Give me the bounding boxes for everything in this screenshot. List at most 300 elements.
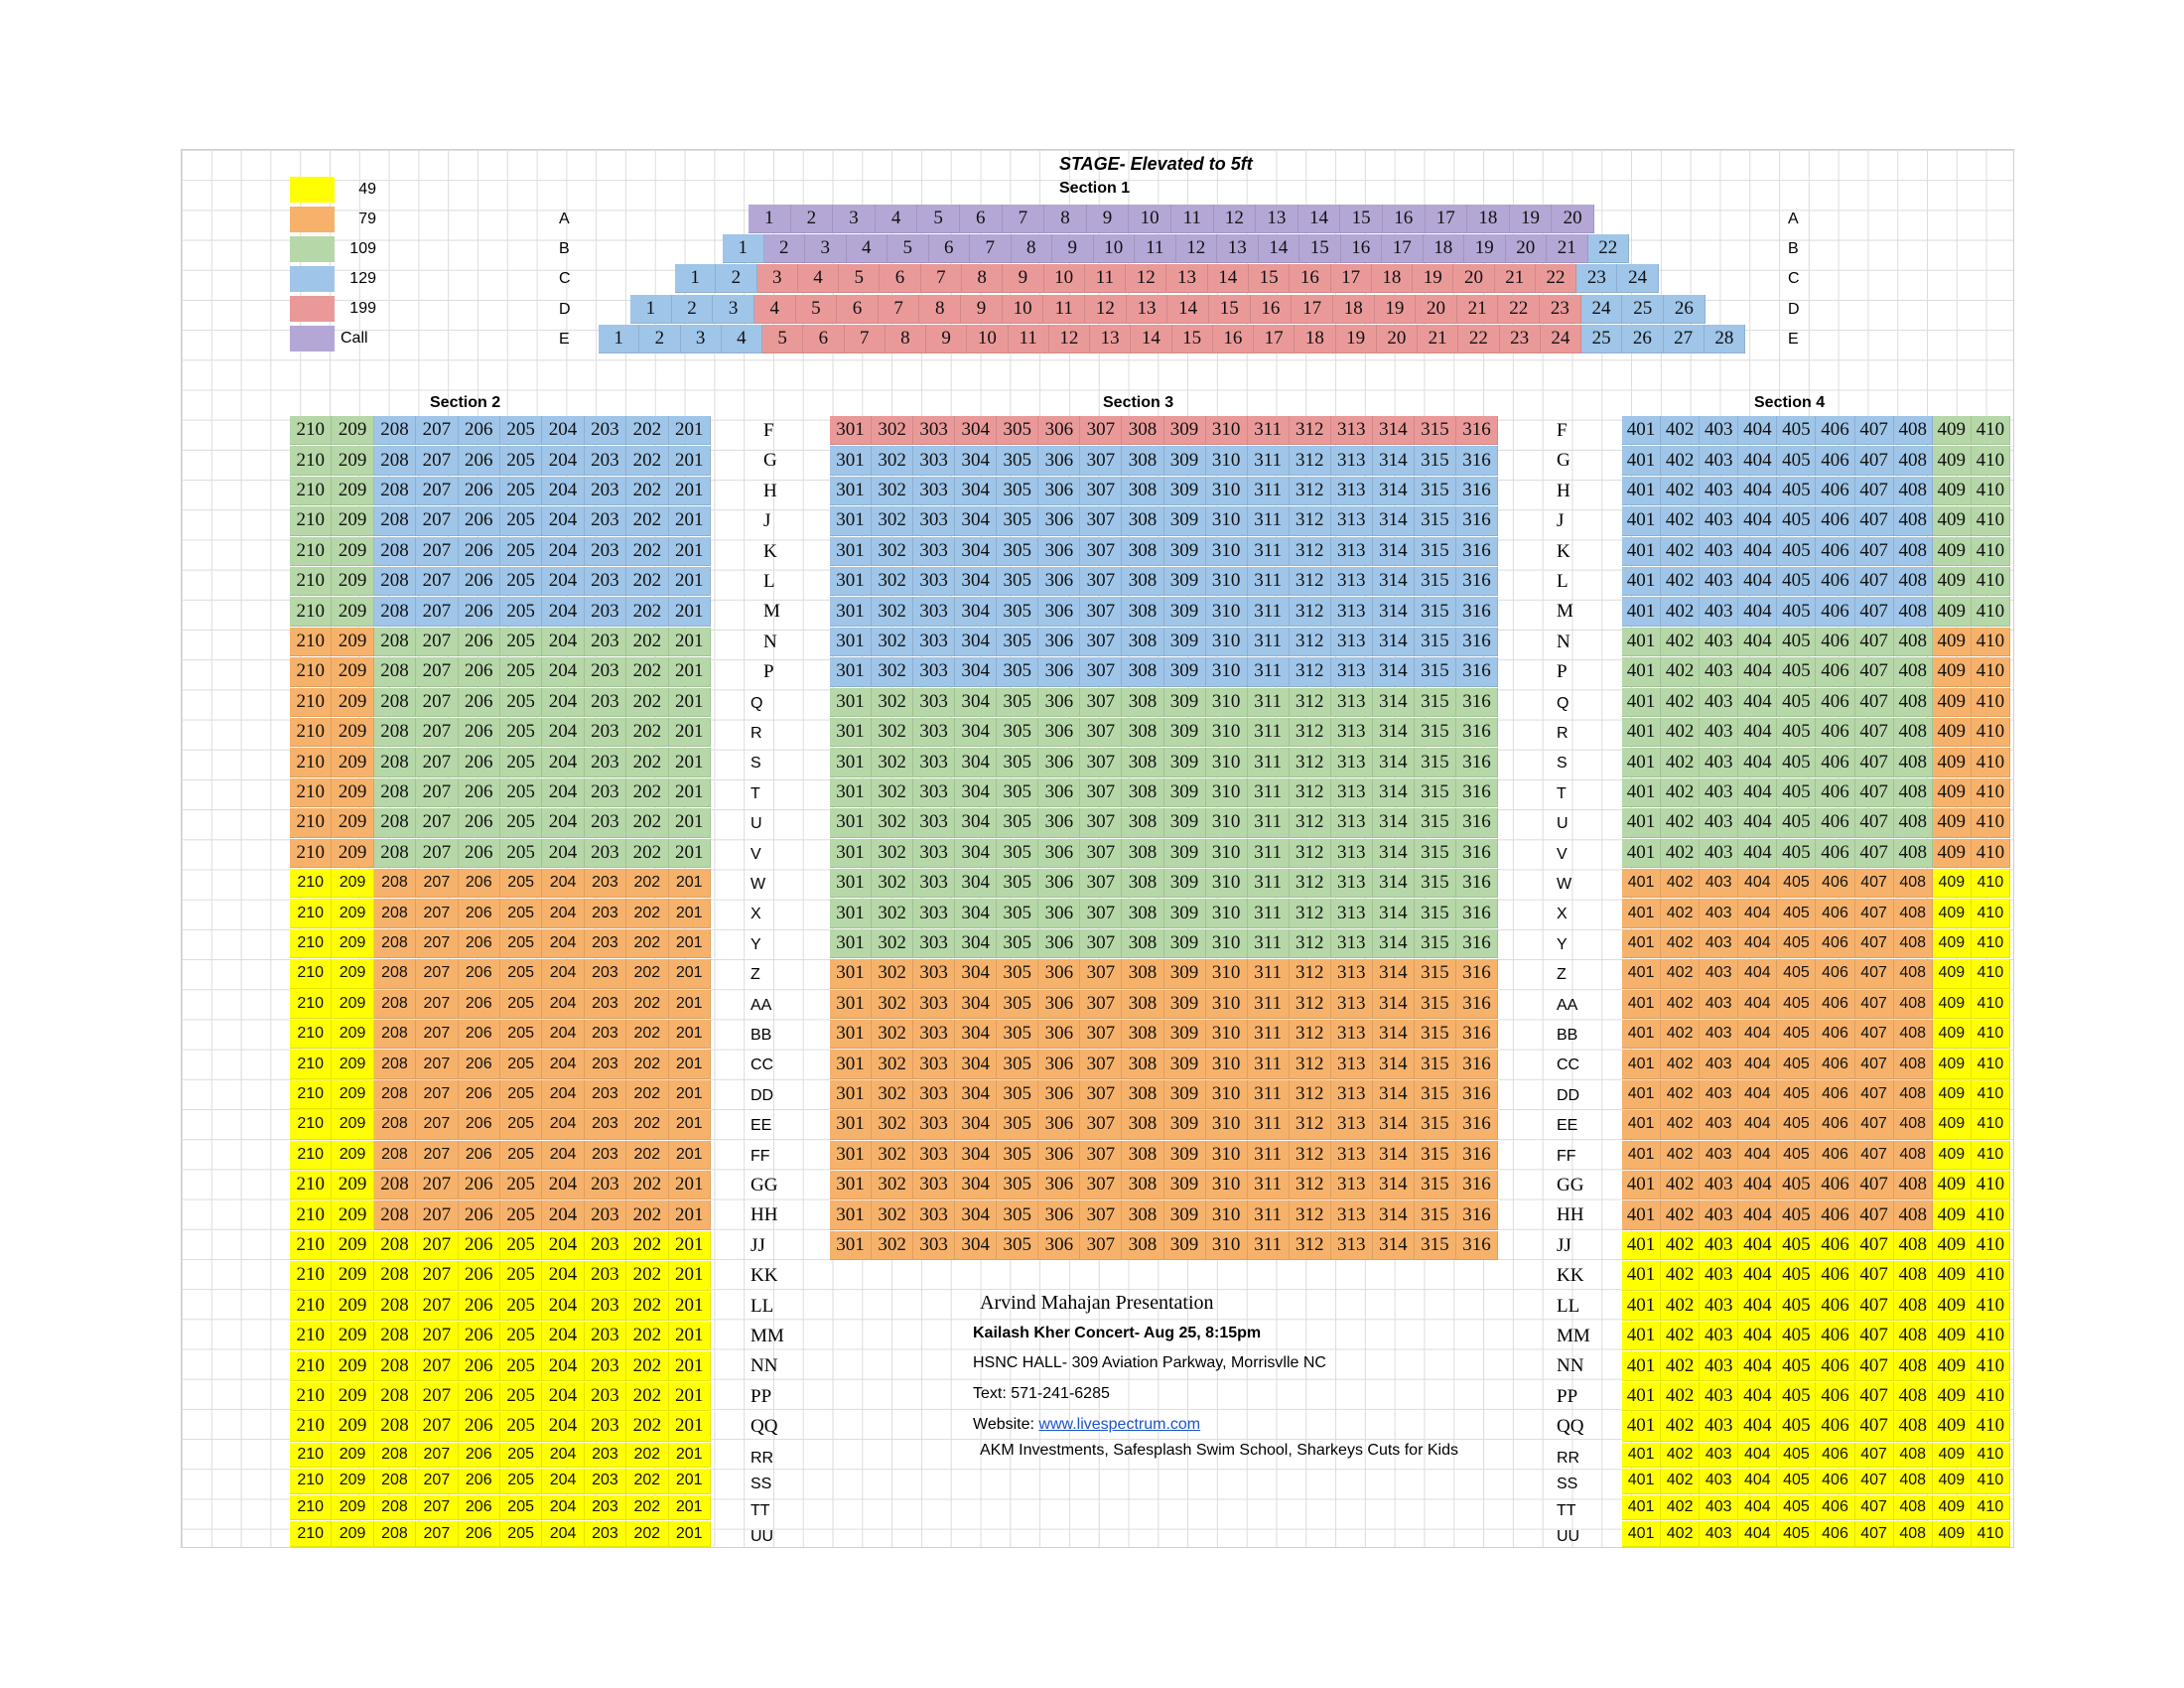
seat[interactable]: 202 xyxy=(626,748,668,776)
seat[interactable]: 204 xyxy=(542,1469,584,1494)
seat[interactable]: 410 xyxy=(1972,688,2010,717)
seat[interactable]: 314 xyxy=(1373,990,1415,1019)
seat[interactable]: 201 xyxy=(669,1495,711,1521)
seat[interactable]: 206 xyxy=(459,628,500,656)
seat[interactable]: 22 xyxy=(1458,325,1499,353)
seat[interactable]: 303 xyxy=(913,929,955,958)
seat[interactable]: 5 xyxy=(839,264,880,293)
seat[interactable]: 301 xyxy=(830,899,872,927)
seat[interactable]: 315 xyxy=(1415,959,1456,988)
seat[interactable]: 304 xyxy=(955,1080,997,1109)
seat[interactable]: 404 xyxy=(1738,959,1777,988)
seat[interactable]: 206 xyxy=(459,1261,500,1290)
seat[interactable]: 316 xyxy=(1456,990,1498,1019)
seat[interactable]: 307 xyxy=(1080,1231,1122,1260)
seat[interactable]: 6 xyxy=(880,264,920,293)
seat[interactable]: 403 xyxy=(1700,688,1738,717)
seat[interactable]: 405 xyxy=(1777,1200,1816,1229)
seat[interactable]: 307 xyxy=(1080,1141,1122,1170)
seat[interactable]: 405 xyxy=(1777,657,1816,686)
seat[interactable]: 20 xyxy=(1453,264,1494,293)
seat[interactable]: 316 xyxy=(1456,1020,1498,1049)
seat[interactable]: 207 xyxy=(416,869,458,898)
seat[interactable]: 410 xyxy=(1972,929,2010,958)
seat[interactable]: 209 xyxy=(332,416,373,445)
seat[interactable]: 209 xyxy=(332,1382,373,1411)
seat[interactable]: 308 xyxy=(1122,959,1163,988)
seat[interactable]: 302 xyxy=(872,657,913,686)
seat[interactable]: 316 xyxy=(1456,628,1498,656)
seat[interactable]: 208 xyxy=(374,1110,416,1139)
seat[interactable]: 205 xyxy=(500,869,542,898)
seat[interactable]: 408 xyxy=(1894,1495,1933,1521)
seat[interactable]: 406 xyxy=(1816,1171,1854,1199)
seat[interactable]: 206 xyxy=(459,1141,500,1170)
seat[interactable]: 301 xyxy=(830,839,872,868)
seat[interactable]: 407 xyxy=(1855,1351,1894,1380)
seat[interactable]: 306 xyxy=(1038,718,1080,747)
seat[interactable]: 12 xyxy=(1214,205,1257,233)
seat[interactable]: 210 xyxy=(290,628,332,656)
seat[interactable]: 207 xyxy=(416,567,458,596)
seat[interactable]: 14 xyxy=(1298,205,1341,233)
seat[interactable]: 209 xyxy=(332,748,373,776)
seat[interactable]: 302 xyxy=(872,688,913,717)
seat[interactable]: 314 xyxy=(1373,839,1415,868)
seat[interactable]: 205 xyxy=(500,628,542,656)
seat[interactable]: 201 xyxy=(669,1521,711,1547)
seat[interactable]: 206 xyxy=(459,1495,500,1521)
seat[interactable]: 206 xyxy=(459,839,500,868)
seat[interactable]: 406 xyxy=(1816,1080,1854,1109)
seat[interactable]: 209 xyxy=(332,990,373,1019)
seat[interactable]: 408 xyxy=(1894,477,1933,505)
seat[interactable]: 410 xyxy=(1972,990,2010,1019)
seat[interactable]: 309 xyxy=(1164,808,1206,837)
seat[interactable]: 311 xyxy=(1248,839,1290,868)
seat[interactable]: 8 xyxy=(1044,205,1087,233)
seat[interactable]: 408 xyxy=(1894,657,1933,686)
seat[interactable]: 410 xyxy=(1972,446,2010,475)
seat[interactable]: 407 xyxy=(1855,567,1894,596)
seat[interactable]: 14 xyxy=(1259,234,1300,263)
seat[interactable]: 312 xyxy=(1290,1050,1331,1078)
seat[interactable]: 409 xyxy=(1933,1351,1972,1380)
seat[interactable]: 16 xyxy=(1290,264,1330,293)
seat[interactable]: 308 xyxy=(1122,748,1163,776)
seat[interactable]: 314 xyxy=(1373,657,1415,686)
seat[interactable]: 407 xyxy=(1855,778,1894,807)
seat[interactable]: 401 xyxy=(1622,959,1661,988)
seat[interactable]: 313 xyxy=(1331,1080,1373,1109)
seat[interactable]: 207 xyxy=(416,1110,458,1139)
seat[interactable]: 206 xyxy=(459,1382,500,1411)
seat[interactable]: 207 xyxy=(416,416,458,445)
seat[interactable]: 203 xyxy=(585,1521,626,1547)
seat[interactable]: 405 xyxy=(1777,1292,1816,1321)
seat[interactable]: 24 xyxy=(1581,295,1623,324)
seat[interactable]: 10 xyxy=(967,325,1008,353)
seat[interactable]: 314 xyxy=(1373,1110,1415,1139)
seat[interactable]: 202 xyxy=(626,506,668,535)
seat[interactable]: 210 xyxy=(290,1171,332,1199)
seat[interactable]: 314 xyxy=(1373,537,1415,566)
seat[interactable]: 305 xyxy=(997,959,1038,988)
seat[interactable]: 204 xyxy=(542,748,584,776)
seat[interactable]: 401 xyxy=(1622,1200,1661,1229)
seat[interactable]: 205 xyxy=(500,778,542,807)
seat[interactable]: 410 xyxy=(1972,628,2010,656)
seat[interactable]: 305 xyxy=(997,477,1038,505)
seat[interactable]: 316 xyxy=(1456,1110,1498,1139)
seat[interactable]: 209 xyxy=(332,446,373,475)
seat[interactable]: 403 xyxy=(1700,567,1738,596)
seat[interactable]: 303 xyxy=(913,567,955,596)
seat[interactable]: 206 xyxy=(459,1412,500,1441)
seat[interactable]: 204 xyxy=(542,1110,584,1139)
seat[interactable]: 207 xyxy=(416,597,458,626)
seat[interactable]: 309 xyxy=(1164,567,1206,596)
seat[interactable]: 302 xyxy=(872,1171,913,1199)
seat[interactable]: 207 xyxy=(416,1322,458,1350)
seat[interactable]: 405 xyxy=(1777,1351,1816,1380)
seat[interactable]: 1 xyxy=(723,234,764,263)
seat[interactable]: 409 xyxy=(1933,1080,1972,1109)
seat[interactable]: 313 xyxy=(1331,416,1373,445)
seat[interactable]: 206 xyxy=(459,869,500,898)
seat[interactable]: 315 xyxy=(1415,1231,1456,1260)
seat[interactable]: 406 xyxy=(1816,1292,1854,1321)
seat[interactable]: 409 xyxy=(1933,839,1972,868)
seat[interactable]: 316 xyxy=(1456,929,1498,958)
seat[interactable]: 309 xyxy=(1164,748,1206,776)
seat[interactable]: 204 xyxy=(542,839,584,868)
seat[interactable]: 302 xyxy=(872,628,913,656)
seat[interactable]: 201 xyxy=(669,839,711,868)
seat[interactable]: 407 xyxy=(1855,597,1894,626)
seat[interactable]: 13 xyxy=(1256,205,1298,233)
seat[interactable]: 408 xyxy=(1894,1412,1933,1441)
seat[interactable]: 307 xyxy=(1080,1200,1122,1229)
seat[interactable]: 209 xyxy=(332,899,373,927)
seat[interactable]: 405 xyxy=(1777,416,1816,445)
seat[interactable]: 202 xyxy=(626,718,668,747)
seat[interactable]: 1 xyxy=(675,264,716,293)
seat[interactable]: 408 xyxy=(1894,537,1933,566)
seat[interactable]: 302 xyxy=(872,839,913,868)
seat[interactable]: 404 xyxy=(1738,628,1777,656)
seat[interactable]: 201 xyxy=(669,899,711,927)
seat[interactable]: 408 xyxy=(1894,597,1933,626)
seat[interactable]: 406 xyxy=(1816,959,1854,988)
seat[interactable]: 301 xyxy=(830,1141,872,1170)
seat[interactable]: 203 xyxy=(585,899,626,927)
seat[interactable]: 405 xyxy=(1777,1261,1816,1290)
seat[interactable]: 406 xyxy=(1816,1261,1854,1290)
seat[interactable]: 302 xyxy=(872,506,913,535)
seat[interactable]: 308 xyxy=(1122,597,1163,626)
seat[interactable]: 404 xyxy=(1738,1020,1777,1049)
seat[interactable]: 303 xyxy=(913,628,955,656)
seat[interactable]: 402 xyxy=(1661,929,1700,958)
seat[interactable]: 405 xyxy=(1777,567,1816,596)
seat[interactable]: 313 xyxy=(1331,748,1373,776)
seat[interactable]: 403 xyxy=(1700,1200,1738,1229)
seat[interactable]: 409 xyxy=(1933,477,1972,505)
seat[interactable]: 306 xyxy=(1038,1141,1080,1170)
seat[interactable]: 403 xyxy=(1700,929,1738,958)
seat[interactable]: 2 xyxy=(764,234,806,263)
seat[interactable]: 407 xyxy=(1855,808,1894,837)
seat[interactable]: 403 xyxy=(1700,537,1738,566)
seat[interactable]: 203 xyxy=(585,1020,626,1049)
seat[interactable]: 306 xyxy=(1038,1231,1080,1260)
seat[interactable]: 310 xyxy=(1206,959,1248,988)
seat[interactable]: 408 xyxy=(1894,748,1933,776)
seat[interactable]: 204 xyxy=(542,1200,584,1229)
seat[interactable]: 309 xyxy=(1164,1050,1206,1078)
seat[interactable]: 209 xyxy=(332,778,373,807)
seat[interactable]: 306 xyxy=(1038,1050,1080,1078)
seat[interactable]: 401 xyxy=(1622,1322,1661,1350)
seat[interactable]: 407 xyxy=(1855,1469,1894,1494)
seat[interactable]: 18 xyxy=(1333,295,1375,324)
seat[interactable]: 205 xyxy=(500,657,542,686)
seat[interactable]: 310 xyxy=(1206,688,1248,717)
seat[interactable]: 306 xyxy=(1038,1110,1080,1139)
seat[interactable]: 308 xyxy=(1122,1200,1163,1229)
seat[interactable]: 206 xyxy=(459,1469,500,1494)
seat[interactable]: 304 xyxy=(955,1050,997,1078)
seat[interactable]: 207 xyxy=(416,1351,458,1380)
seat[interactable]: 304 xyxy=(955,990,997,1019)
seat[interactable]: 311 xyxy=(1248,990,1290,1019)
seat[interactable]: 312 xyxy=(1290,1020,1331,1049)
seat[interactable]: 10 xyxy=(1129,205,1171,233)
seat[interactable]: 407 xyxy=(1855,990,1894,1019)
seat[interactable]: 306 xyxy=(1038,748,1080,776)
seat[interactable]: 208 xyxy=(374,1231,416,1260)
seat[interactable]: 407 xyxy=(1855,1080,1894,1109)
seat[interactable]: 206 xyxy=(459,597,500,626)
seat[interactable]: 403 xyxy=(1700,1050,1738,1078)
seat[interactable]: 406 xyxy=(1816,1200,1854,1229)
seat[interactable]: 312 xyxy=(1290,869,1331,898)
seat[interactable]: 401 xyxy=(1622,1443,1661,1469)
seat[interactable]: 302 xyxy=(872,1020,913,1049)
seat[interactable]: 310 xyxy=(1206,597,1248,626)
seat[interactable]: 309 xyxy=(1164,718,1206,747)
seat[interactable]: 315 xyxy=(1415,1050,1456,1078)
seat[interactable]: 403 xyxy=(1700,1020,1738,1049)
seat[interactable]: 311 xyxy=(1248,718,1290,747)
seat[interactable]: 312 xyxy=(1290,1110,1331,1139)
seat[interactable]: 206 xyxy=(459,1020,500,1049)
seat[interactable]: 7 xyxy=(1003,205,1045,233)
seat[interactable]: 312 xyxy=(1290,1231,1331,1260)
seat[interactable]: 201 xyxy=(669,1292,711,1321)
seat[interactable]: 304 xyxy=(955,1231,997,1260)
seat[interactable]: 203 xyxy=(585,477,626,505)
seat[interactable]: 201 xyxy=(669,567,711,596)
seat[interactable]: 202 xyxy=(626,869,668,898)
seat[interactable]: 410 xyxy=(1972,959,2010,988)
seat[interactable]: 208 xyxy=(374,477,416,505)
seat[interactable]: 207 xyxy=(416,1171,458,1199)
seat[interactable]: 306 xyxy=(1038,1200,1080,1229)
seat[interactable]: 408 xyxy=(1894,929,1933,958)
seat[interactable]: 204 xyxy=(542,1141,584,1170)
seat[interactable]: 315 xyxy=(1415,778,1456,807)
seat[interactable]: 403 xyxy=(1700,506,1738,535)
seat[interactable]: 310 xyxy=(1206,1231,1248,1260)
seat[interactable]: 401 xyxy=(1622,808,1661,837)
seat[interactable]: 406 xyxy=(1816,869,1854,898)
seat[interactable]: 406 xyxy=(1816,1469,1854,1494)
seat[interactable]: 403 xyxy=(1700,416,1738,445)
seat[interactable]: 204 xyxy=(542,778,584,807)
seat[interactable]: 404 xyxy=(1738,1443,1777,1469)
seat[interactable]: 406 xyxy=(1816,990,1854,1019)
seat[interactable]: 209 xyxy=(332,477,373,505)
seat[interactable]: 405 xyxy=(1777,1443,1816,1469)
seat[interactable]: 402 xyxy=(1661,899,1700,927)
seat[interactable]: 305 xyxy=(997,990,1038,1019)
seat[interactable]: 308 xyxy=(1122,506,1163,535)
seat[interactable]: 312 xyxy=(1290,778,1331,807)
seat[interactable]: 313 xyxy=(1331,1231,1373,1260)
seat[interactable]: 208 xyxy=(374,628,416,656)
seat[interactable]: 403 xyxy=(1700,778,1738,807)
seat[interactable]: 205 xyxy=(500,929,542,958)
seat[interactable]: 314 xyxy=(1373,477,1415,505)
seat[interactable]: 210 xyxy=(290,808,332,837)
seat[interactable]: 404 xyxy=(1738,1261,1777,1290)
seat[interactable]: 407 xyxy=(1855,1382,1894,1411)
seat[interactable]: 4 xyxy=(798,264,839,293)
seat[interactable]: 409 xyxy=(1933,1171,1972,1199)
seat[interactable]: 316 xyxy=(1456,869,1498,898)
seat[interactable]: 307 xyxy=(1080,657,1122,686)
seat[interactable]: 210 xyxy=(290,688,332,717)
seat[interactable]: 205 xyxy=(500,1469,542,1494)
seat[interactable]: 301 xyxy=(830,537,872,566)
seat[interactable]: 302 xyxy=(872,1080,913,1109)
seat[interactable]: 401 xyxy=(1622,446,1661,475)
seat[interactable]: 5 xyxy=(917,205,960,233)
seat[interactable]: 201 xyxy=(669,1020,711,1049)
seat[interactable]: 210 xyxy=(290,718,332,747)
seat[interactable]: 204 xyxy=(542,567,584,596)
seat[interactable]: 202 xyxy=(626,416,668,445)
seat[interactable]: 12 xyxy=(1049,325,1090,353)
seat[interactable]: 301 xyxy=(830,628,872,656)
seat[interactable]: 10 xyxy=(1044,264,1085,293)
seat[interactable]: 307 xyxy=(1080,718,1122,747)
seat[interactable]: 206 xyxy=(459,1110,500,1139)
seat[interactable]: 402 xyxy=(1661,1080,1700,1109)
seat[interactable]: 205 xyxy=(500,1351,542,1380)
seat[interactable]: 407 xyxy=(1855,657,1894,686)
seat[interactable]: 303 xyxy=(913,869,955,898)
seat[interactable]: 205 xyxy=(500,1231,542,1260)
seat[interactable]: 316 xyxy=(1456,1050,1498,1078)
seat[interactable]: 303 xyxy=(913,537,955,566)
seat[interactable]: 309 xyxy=(1164,537,1206,566)
seat[interactable]: 404 xyxy=(1738,1495,1777,1521)
seat[interactable]: 204 xyxy=(542,537,584,566)
seat[interactable]: 307 xyxy=(1080,688,1122,717)
seat[interactable]: 208 xyxy=(374,1521,416,1547)
seat[interactable]: 306 xyxy=(1038,506,1080,535)
seat[interactable]: 207 xyxy=(416,1412,458,1441)
seat[interactable]: 303 xyxy=(913,657,955,686)
seat[interactable]: 204 xyxy=(542,869,584,898)
seat[interactable]: 308 xyxy=(1122,808,1163,837)
seat[interactable]: 202 xyxy=(626,929,668,958)
seat[interactable]: 314 xyxy=(1373,1200,1415,1229)
seat[interactable]: 203 xyxy=(585,1469,626,1494)
seat[interactable]: 312 xyxy=(1290,567,1331,596)
seat[interactable]: 312 xyxy=(1290,477,1331,505)
seat[interactable]: 410 xyxy=(1972,597,2010,626)
seat[interactable]: 408 xyxy=(1894,959,1933,988)
seat[interactable]: 202 xyxy=(626,959,668,988)
seat[interactable]: 13 xyxy=(1090,325,1131,353)
seat[interactable]: 405 xyxy=(1777,959,1816,988)
seat[interactable]: 12 xyxy=(1126,264,1166,293)
seat[interactable]: 314 xyxy=(1373,1050,1415,1078)
seat[interactable]: 405 xyxy=(1777,688,1816,717)
seat[interactable]: 24 xyxy=(1541,325,1581,353)
seat[interactable]: 202 xyxy=(626,1469,668,1494)
seat[interactable]: 313 xyxy=(1331,990,1373,1019)
seat[interactable]: 311 xyxy=(1248,1080,1290,1109)
seat[interactable]: 403 xyxy=(1700,628,1738,656)
seat[interactable]: 306 xyxy=(1038,628,1080,656)
seat[interactable]: 409 xyxy=(1933,1231,1972,1260)
seat[interactable]: 205 xyxy=(500,1080,542,1109)
seat[interactable]: 404 xyxy=(1738,567,1777,596)
seat[interactable]: 303 xyxy=(913,506,955,535)
seat[interactable]: 208 xyxy=(374,1171,416,1199)
seat[interactable]: 203 xyxy=(585,929,626,958)
seat[interactable]: 408 xyxy=(1894,899,1933,927)
seat[interactable]: 305 xyxy=(997,416,1038,445)
seat[interactable]: 301 xyxy=(830,597,872,626)
seat[interactable]: 203 xyxy=(585,869,626,898)
seat[interactable]: 202 xyxy=(626,899,668,927)
seat[interactable]: 405 xyxy=(1777,446,1816,475)
seat[interactable]: 207 xyxy=(416,1382,458,1411)
seat[interactable]: 307 xyxy=(1080,446,1122,475)
seat[interactable]: 307 xyxy=(1080,567,1122,596)
seat[interactable]: 311 xyxy=(1248,1020,1290,1049)
seat[interactable]: 406 xyxy=(1816,1443,1854,1469)
seat[interactable]: 405 xyxy=(1777,718,1816,747)
seat[interactable]: 409 xyxy=(1933,1050,1972,1078)
seat[interactable]: 309 xyxy=(1164,628,1206,656)
seat[interactable]: 401 xyxy=(1622,657,1661,686)
seat[interactable]: 409 xyxy=(1933,899,1972,927)
seat[interactable]: 410 xyxy=(1972,839,2010,868)
seat[interactable]: 307 xyxy=(1080,506,1122,535)
seat[interactable]: 209 xyxy=(332,506,373,535)
seat[interactable]: 206 xyxy=(459,929,500,958)
seat[interactable]: 406 xyxy=(1816,839,1854,868)
seat[interactable]: 306 xyxy=(1038,477,1080,505)
seat[interactable]: 203 xyxy=(585,748,626,776)
